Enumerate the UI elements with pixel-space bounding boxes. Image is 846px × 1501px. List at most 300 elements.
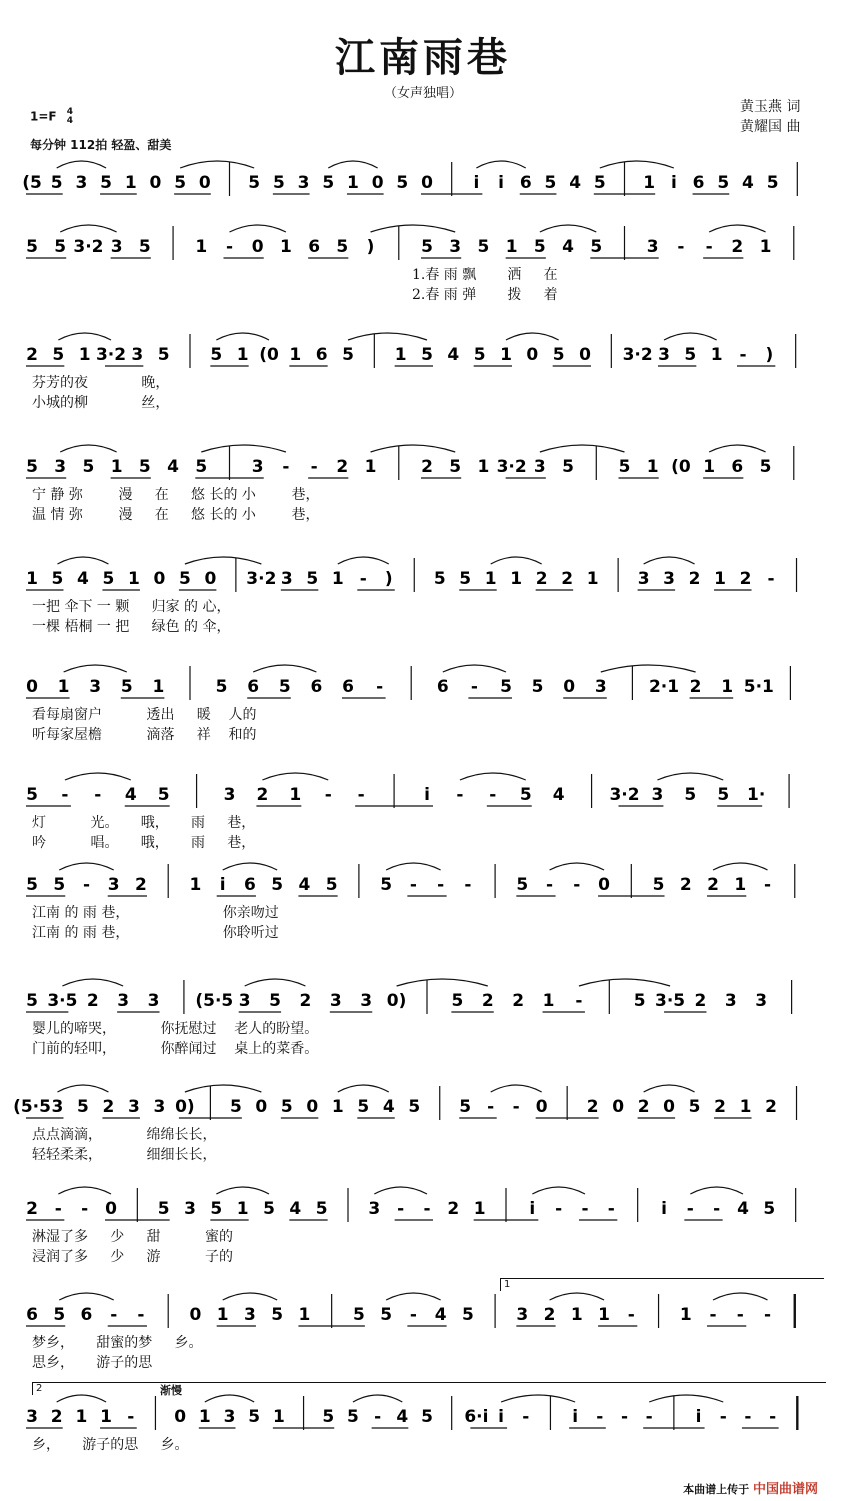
note: 3 <box>651 785 664 805</box>
note: 0 <box>26 677 38 697</box>
slur <box>60 445 116 452</box>
note: 5 <box>759 457 772 477</box>
slur <box>216 333 269 340</box>
slur <box>460 773 526 780</box>
note: 5 <box>396 173 409 193</box>
note: 1 <box>280 237 292 257</box>
note: - <box>324 785 332 805</box>
note: - <box>596 1407 604 1427</box>
note: i <box>670 173 677 193</box>
note: - <box>620 1407 629 1427</box>
note: 5 <box>138 457 151 477</box>
slur <box>550 1293 604 1300</box>
note: 0 <box>189 1305 202 1325</box>
slur <box>262 773 328 780</box>
lyric-verse-2: 听每家屋檐 滴落 祥 和的 <box>32 727 257 743</box>
lyric-verse-1: 芬芳的夜 晚， <box>32 375 170 391</box>
note: 2 <box>299 991 312 1011</box>
note: 2 <box>102 1097 115 1117</box>
slur <box>709 225 765 232</box>
note: 2 <box>86 991 99 1011</box>
note: 1 <box>679 1305 692 1325</box>
note: 1 <box>100 1407 112 1427</box>
note: 3 <box>658 345 670 365</box>
slur <box>353 1395 402 1402</box>
note: 3 <box>147 991 160 1011</box>
note: 1 <box>110 457 123 477</box>
score-row <box>22 860 826 950</box>
note: 1 <box>586 569 599 589</box>
note: - <box>719 1407 727 1427</box>
note: 5 <box>421 237 433 257</box>
note: 1 <box>510 569 523 589</box>
score-row <box>22 1392 826 1482</box>
slur <box>664 333 717 340</box>
note: 3 <box>724 991 737 1011</box>
note: - <box>763 1305 772 1325</box>
slur <box>374 1187 427 1194</box>
note: 5 <box>421 345 433 365</box>
note: - <box>282 457 290 477</box>
note: 1 <box>505 237 518 257</box>
note: 6 <box>731 457 744 477</box>
note: 1 <box>78 345 91 365</box>
lyric-verse-2: 门前的轻叩， 你醉闻过 桌上的菜香。 <box>32 1041 319 1057</box>
lyric-verse-2: 小城的柳 丝， <box>32 395 170 411</box>
note: 6 <box>308 237 321 257</box>
note: 5 <box>82 457 95 477</box>
note: - <box>522 1407 530 1427</box>
note: 5·1 <box>743 677 774 697</box>
slur <box>371 225 456 232</box>
note: 2 <box>586 1097 599 1117</box>
note: 5 <box>269 991 281 1011</box>
lyric-verse-1: 宁 静 弥 漫 在 悠 长的 小 巷， <box>32 487 320 503</box>
note: 2 <box>688 569 701 589</box>
note: 2 <box>26 345 38 365</box>
slur <box>491 557 542 564</box>
note: i <box>219 875 226 895</box>
note: 1 <box>236 1199 249 1219</box>
score-row <box>22 330 826 420</box>
note: 1 <box>484 569 497 589</box>
lyric-verse-2: 吟 唱。 哦， 雨 巷， <box>32 835 256 851</box>
note: 2 <box>714 1097 726 1117</box>
slur <box>713 863 767 870</box>
note: - <box>607 1199 615 1219</box>
note: i <box>424 785 430 805</box>
lyric-verse-1: 点点滴滴， 绵绵长长， <box>32 1127 217 1143</box>
slur <box>532 1187 585 1194</box>
slur <box>348 333 427 340</box>
score-row <box>22 554 826 644</box>
note: 4 <box>289 1199 302 1219</box>
slur <box>57 161 106 168</box>
note: 5 <box>380 1305 393 1325</box>
note: 0 <box>579 345 591 365</box>
lyric-verse-2: 轻轻柔柔， 细细长长， <box>32 1147 217 1163</box>
note: 5 <box>271 1305 284 1325</box>
slur <box>709 445 765 452</box>
slur <box>57 1085 108 1092</box>
note: i <box>572 1407 579 1427</box>
key-signature <box>30 108 73 126</box>
note: 5 <box>516 875 529 895</box>
note: 4 <box>434 1305 447 1325</box>
note: 0 <box>563 677 576 697</box>
slur <box>540 225 596 232</box>
note: - <box>686 1199 694 1219</box>
note: 3 <box>297 173 310 193</box>
note: 5 <box>26 457 38 477</box>
note: 3·2 <box>73 237 104 257</box>
note: 5 <box>684 345 697 365</box>
note: 5 <box>473 345 486 365</box>
note: 1 <box>394 345 407 365</box>
note: 3 <box>128 1097 140 1117</box>
note: 5 <box>633 991 646 1011</box>
time-top: 4 <box>66 107 74 117</box>
note: 3 <box>26 1407 38 1427</box>
note: i <box>695 1407 702 1427</box>
note: 3 <box>360 991 373 1011</box>
slur <box>501 1395 575 1402</box>
note: 1 <box>500 345 512 365</box>
note: 2 <box>561 569 574 589</box>
note: 4 <box>167 457 179 477</box>
note: 1 <box>331 1097 344 1117</box>
note: 1 <box>542 991 555 1011</box>
note: 4 <box>77 569 89 589</box>
note: 3 <box>54 457 67 477</box>
note: 5 <box>593 173 606 193</box>
note: 6 <box>244 875 256 895</box>
slur <box>230 225 286 232</box>
time-bottom: 4 <box>66 116 74 126</box>
note: 5 <box>215 677 228 697</box>
slur <box>180 161 254 168</box>
note: 6 <box>692 173 705 193</box>
note: 2 <box>535 569 548 589</box>
note: 2 <box>447 1199 460 1219</box>
note: 3 <box>89 677 102 697</box>
note: 1 <box>714 569 726 589</box>
note: (5·5 <box>13 1097 51 1117</box>
note: 1 <box>721 677 734 697</box>
note: - <box>359 569 367 589</box>
slur <box>601 665 696 672</box>
slur <box>579 979 670 986</box>
slur <box>59 863 113 870</box>
score-row <box>22 662 826 752</box>
note: 5 <box>53 875 66 895</box>
note: 3 <box>223 1407 236 1427</box>
note: 5 <box>100 173 112 193</box>
note: - <box>739 345 747 365</box>
note: 0 <box>612 1097 625 1117</box>
note: 0 <box>149 173 162 193</box>
slur <box>62 979 123 986</box>
note: 2 <box>26 1199 38 1219</box>
lyric-verse-1: 灯 光。 哦， 雨 巷， <box>32 815 256 831</box>
note: 5 <box>26 785 38 805</box>
slur <box>644 557 695 564</box>
lyric-verse-2: 思乡， 游子的思 <box>32 1355 153 1371</box>
note: 3 <box>153 1097 166 1117</box>
score-row <box>13 1082 826 1172</box>
note: 0 <box>535 1097 548 1117</box>
note: 3 <box>663 569 676 589</box>
note: 5 <box>52 345 65 365</box>
note: 5 <box>451 991 464 1011</box>
note: 2 <box>707 875 719 895</box>
slur <box>371 445 456 452</box>
score-row <box>22 770 826 860</box>
note: - <box>61 785 69 805</box>
note: - <box>645 1407 653 1427</box>
note: - <box>374 1407 382 1427</box>
note: 5 <box>26 237 38 257</box>
note: 6 <box>315 345 328 365</box>
note: 2 <box>679 875 692 895</box>
note: 6 <box>519 173 532 193</box>
note: 5 <box>544 173 557 193</box>
note: 5 <box>618 457 631 477</box>
note: 2 <box>256 785 269 805</box>
note: 1 <box>57 677 70 697</box>
footer-brand: 中国曲谱网 <box>752 1482 818 1497</box>
note: 5 <box>477 237 490 257</box>
slur <box>443 665 506 672</box>
note: 4 <box>447 345 460 365</box>
note: 3 <box>184 1199 196 1219</box>
note: 5 <box>459 569 472 589</box>
slur <box>58 1187 111 1194</box>
note: 5 <box>280 1097 293 1117</box>
note: 5 <box>763 1199 776 1219</box>
note: i <box>498 173 504 193</box>
slur <box>216 1187 269 1194</box>
note: 5 <box>157 345 170 365</box>
note: 1 <box>739 1097 752 1117</box>
volta-1: 1 <box>500 1278 824 1291</box>
note: 5 <box>449 457 462 477</box>
note: - <box>487 1097 495 1117</box>
note: i <box>661 1199 667 1219</box>
footer <box>683 1478 818 1497</box>
note: - <box>437 875 445 895</box>
slur <box>386 1293 440 1300</box>
note: 3 <box>75 173 88 193</box>
lyric-verse-1: 一把 伞下 一 颗 归家 的 心， <box>32 599 231 615</box>
note: - <box>709 1305 717 1325</box>
tempo-marking: 每分钟 112拍 轻盈、甜美 <box>30 138 172 152</box>
note: 5 <box>562 457 574 477</box>
note: 5 <box>688 1097 701 1117</box>
note: 3 <box>646 237 659 257</box>
slur <box>60 225 116 232</box>
note: 5 <box>322 173 335 193</box>
note: 1 <box>128 569 140 589</box>
note: 0 <box>255 1097 268 1117</box>
volta-2: 2 <box>32 1382 826 1395</box>
note: - <box>512 1097 520 1117</box>
note: - <box>763 875 772 895</box>
note: 5 <box>336 237 349 257</box>
note: i <box>473 173 480 193</box>
note: 1 <box>289 785 302 805</box>
note: 0 <box>306 1097 319 1117</box>
note: 5 <box>433 569 446 589</box>
note: 1 <box>703 457 716 477</box>
note: 5 <box>174 173 187 193</box>
slur <box>540 445 625 452</box>
note: - <box>705 237 713 257</box>
note: - <box>581 1199 589 1219</box>
note: 0 <box>663 1097 676 1117</box>
slur <box>713 1293 767 1300</box>
note: 3·2 <box>95 345 127 365</box>
note: 5 <box>77 1097 89 1117</box>
note: 1 <box>646 457 659 477</box>
note: 1 <box>643 173 656 193</box>
note: 1 <box>598 1305 610 1325</box>
note: ) <box>366 237 375 257</box>
note: - <box>769 1407 777 1427</box>
slur <box>690 1187 743 1194</box>
note: 4 <box>552 785 565 805</box>
note: 0 <box>598 875 610 895</box>
note: 5 <box>210 345 223 365</box>
note: 5 <box>263 1199 275 1219</box>
note: 6 <box>342 677 354 697</box>
note: 3 <box>131 345 144 365</box>
note: 2 <box>421 457 433 477</box>
note: 1 <box>236 345 249 365</box>
note: 5 <box>26 991 38 1011</box>
note: - <box>225 237 234 257</box>
slur <box>201 445 286 452</box>
note: - <box>744 1407 752 1427</box>
note: 2 <box>543 1305 556 1325</box>
note: - <box>713 1199 721 1219</box>
slur <box>245 979 306 986</box>
slur <box>644 1085 695 1092</box>
note: (5 <box>22 173 42 193</box>
note: ) <box>765 345 774 365</box>
note: 3 <box>329 991 342 1011</box>
note: 4 <box>396 1407 409 1427</box>
note: 5 <box>684 785 697 805</box>
note: 1 <box>124 173 137 193</box>
note: 5 <box>271 875 284 895</box>
note: - <box>409 1305 417 1325</box>
note: 3 <box>110 237 123 257</box>
note: 1 <box>331 569 344 589</box>
note: - <box>357 785 365 805</box>
slur <box>205 1395 254 1402</box>
note: 0 <box>421 173 433 193</box>
lyric-verse-1: 乡， 游子的思 乡。 <box>32 1437 189 1453</box>
note: - <box>82 875 91 895</box>
note: 5 <box>306 569 319 589</box>
note: 3 <box>533 457 546 477</box>
note: 2 <box>739 569 752 589</box>
note: 2 <box>481 991 494 1011</box>
key-text: 1=F <box>30 109 57 124</box>
note: - <box>81 1199 89 1219</box>
note: 5 <box>210 1199 223 1219</box>
note: 1 <box>272 1407 285 1427</box>
note: 5 <box>408 1097 421 1117</box>
note: 3 <box>280 569 293 589</box>
note: 0 <box>251 237 264 257</box>
note: - <box>546 875 554 895</box>
score-row <box>22 442 826 532</box>
note: 5 <box>357 1097 370 1117</box>
note: - <box>110 1305 118 1325</box>
score-row <box>22 222 826 312</box>
lyricist-credit: 黄玉燕 词 <box>740 99 801 115</box>
note: 3 <box>223 785 236 805</box>
note: - <box>127 1407 135 1427</box>
note: 5 <box>157 785 170 805</box>
slur <box>506 333 559 340</box>
slur <box>58 333 111 340</box>
note: 0 <box>204 569 217 589</box>
note: 5 <box>120 677 133 697</box>
slur <box>185 1085 261 1092</box>
note: 6·i <box>464 1407 489 1427</box>
note: 1 <box>26 569 38 589</box>
note: 5 <box>248 173 261 193</box>
note: 3 <box>516 1305 529 1325</box>
note: 5 <box>102 569 115 589</box>
note: 1 <box>347 173 359 193</box>
note: 6 <box>26 1305 38 1325</box>
note: 1 <box>477 457 490 477</box>
score-row <box>22 1184 826 1274</box>
note: 5 <box>248 1407 261 1427</box>
note: - <box>627 1305 635 1325</box>
note: 4 <box>562 237 574 257</box>
note: 5 <box>50 173 63 193</box>
note: i <box>498 1407 504 1427</box>
note: 5 <box>51 569 64 589</box>
note: 2 <box>637 1097 650 1117</box>
note: 1 <box>364 457 377 477</box>
slur <box>657 773 723 780</box>
note: 0 <box>526 345 539 365</box>
note: (0 <box>671 457 691 477</box>
note: 5 <box>590 237 603 257</box>
note: 1 <box>198 1407 211 1427</box>
note: 5 <box>315 1199 328 1219</box>
note: 3 <box>594 677 607 697</box>
note: (5·5 <box>195 991 234 1011</box>
note: 5 <box>157 1199 170 1219</box>
note: 2 <box>50 1407 63 1427</box>
note: 1 <box>195 237 208 257</box>
note: 5 <box>272 173 285 193</box>
note: 5 <box>54 237 67 257</box>
note: 3 <box>107 875 120 895</box>
note: (0 <box>259 345 279 365</box>
note: - <box>555 1199 563 1219</box>
slur <box>338 557 389 564</box>
note: 0 <box>174 1407 187 1427</box>
note: 3·5 <box>655 991 686 1011</box>
